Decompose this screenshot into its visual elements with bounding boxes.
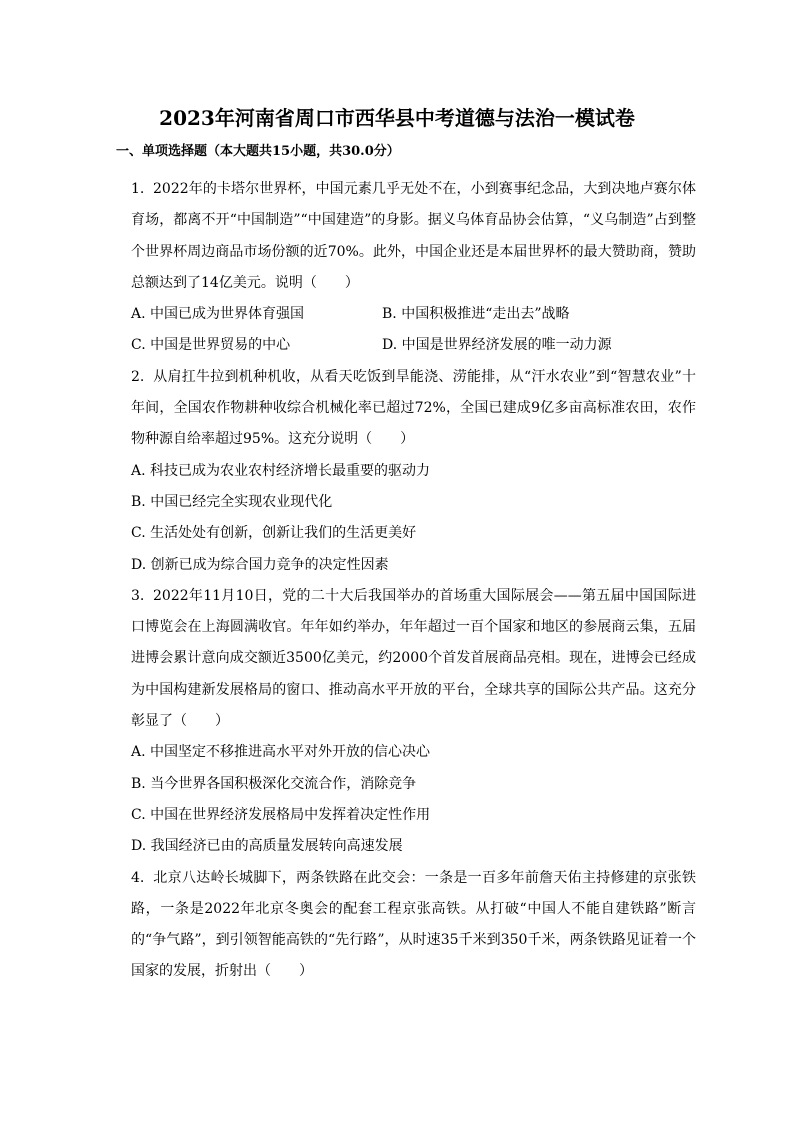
option-c[interactable]: C. 中国是世界贸易的中心: [131, 337, 291, 354]
question-number: 1.: [131, 181, 145, 197]
question-2: [131, 362, 696, 456]
option-c[interactable]: C. 生活处处有创新，创新让我们的生活更美好: [131, 525, 417, 542]
option-b[interactable]: B. 中国已经完全实现农业现代化: [131, 493, 333, 510]
option-d[interactable]: D. 中国是世界经济发展的唯一动力源: [382, 337, 612, 354]
option-a[interactable]: A. 科技已成为农业农村经济增长最重要的驱动力: [131, 462, 431, 479]
question-number: 2.: [131, 368, 145, 385]
option-a[interactable]: A. 中国已成为世界体育强国: [131, 306, 305, 323]
option-d[interactable]: D. 创新已成为综合国力竞争的决定性因素: [131, 556, 389, 573]
options-row: [131, 299, 696, 330]
options-row: [131, 330, 696, 361]
page-title: 2023年河南省周口市西华县中考道德与法治一模试卷: [159, 106, 635, 130]
question-stem: 2022年11月10日，党的二十大后我国举办的首场重大国际展会——第五届中国国际进口博览会在上海圆满收官。年年如约举办，年年超过一百个国家和地区的参展商云集，五届进博会累计意向成交额近3500亿美元，约2000个首发首展商品亮相。现在，进博会已经成为中国构建新发展格局的窗口、推动高水平开放的平台，全球共享的国际公共产品。这充分彰显了（ ）: [131, 587, 696, 730]
option-c[interactable]: C. 中国在世界经济发展格局中发挥着决定性作用: [131, 806, 431, 823]
question-number: 4.: [131, 869, 145, 886]
question-number: 3.: [131, 587, 145, 604]
question-stem: 从肩扛牛拉到机种机收，从看天吃饭到旱能浇、涝能排，从“汗水农业”到“智慧农业”十年间，全国农作物耕种收综合机械化率已超过72%，全国已建成9亿多亩高标准农田，农作物种源自给率超过95%。这充分说明（ ）: [131, 368, 696, 448]
section-heading: 一、单项选择题（本大题共15小题，共30.0分）: [116, 144, 400, 159]
option-d[interactable]: D. 我国经济已由的高质量发展转向高速发展: [131, 838, 403, 855]
option-b[interactable]: B. 当今世界各国积极深化交流合作，消除竞争: [131, 775, 417, 792]
question-stem: 2022年的卡塔尔世界杯，中国元素几乎无处不在，小到赛事纪念品，大到决地卢赛尔体育场，都离不开“中国制造”“中国建造”的身影。据义乌体育品协会估算，“义乌制造”占到整个世界杯周边商品市场份额的近70%。此外，中国企业还是本届世界杯的最大赞助商，赞助总额达到了14亿美元。说明（ ）: [131, 181, 696, 291]
question-stem: 北京八达岭长城脚下，两条铁路在此交会：一条是一百多年前詹天佑主持修建的京张铁路，一条是2022年北京冬奥会的配套工程京张高铁。从打破“中国人不能自建铁路”断言的“争气路”，到引领智能高铁的“先行路”，从时速35千米到350千米，两条铁路见证着一个国家的发展，折射出（ ）: [131, 869, 696, 980]
option-a[interactable]: A. 中国坚定不移推进高水平对外开放的信心决心: [131, 744, 431, 761]
question-3: [131, 581, 696, 737]
question-list: [131, 174, 696, 988]
option-b[interactable]: B. 中国积极推进“走出去”战略: [382, 306, 570, 323]
question-1: [131, 174, 696, 299]
question-4: [131, 863, 696, 988]
